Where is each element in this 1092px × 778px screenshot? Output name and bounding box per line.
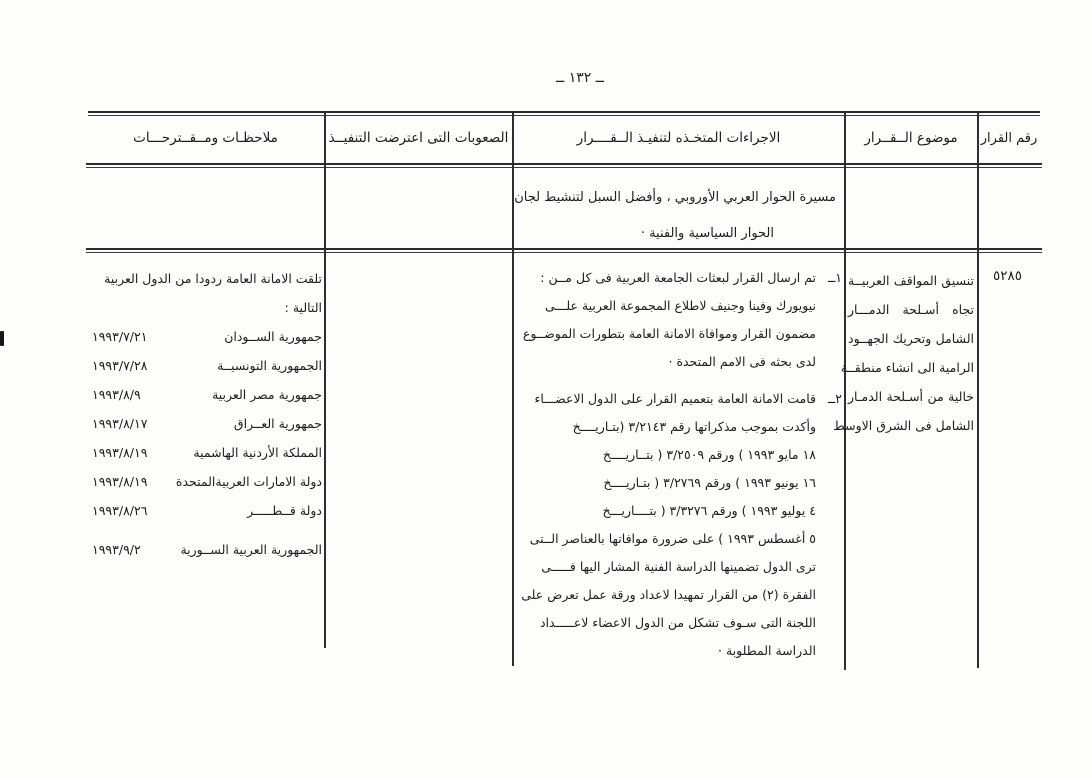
response-country: دولة الامارات العربيةالمتحدة [175,474,322,489]
response-date: ١٩٩٣/٩/٢ [92,542,141,557]
response-date: ١٩٩٣/٨/١٩ [92,445,148,460]
action-line: لدى بحثه فى الامم المتحدة · [668,354,816,369]
action-line: ٥ أغسطس ١٩٩٣ ) على ضرورة موافاتها بالعناصر الــتى [529,531,816,546]
response-row [92,322,322,351]
response-country: جمهورية الســودان [224,329,322,344]
action-item-1 [518,264,842,376]
action-line: تم ارسال القرار لبعثات الجامعة العربية فى كل مــن : [540,270,816,285]
column-divider-notes [324,113,326,648]
response-country: جمهورية العــراق [233,416,322,431]
action-line: الفقرة (٢) من القرار تمهيدا لاعداد ورقة عمل تعرض على [521,587,816,602]
response-country: الجمهورية العربية الســورية [180,542,322,557]
column-header-notes: ملاحظـات ومــقــترحـــات [133,130,278,146]
column-header-subject: موضوع الــقــرار [864,130,958,146]
response-country: دولة قــطـــــر [247,503,322,518]
response-row [92,496,322,525]
response-date: ١٩٩٣/٨/١٧ [92,416,148,431]
response-date: ١٩٩٣/٧/٢١ [92,329,148,344]
actions-cell [518,264,842,665]
response-country: المملكة الأردنية الهاشمية [193,445,322,460]
action-line: مضمون القرار وموافاة الامانة العامة بتطورات الموضــوع [522,326,816,341]
column-divider-subject [844,113,846,670]
response-date: ١٩٩٣/٧/٢٨ [92,358,148,373]
response-row [92,467,322,496]
response-row [92,438,322,467]
decision-number: ٥٢٨٥ [992,268,1022,284]
action-line: وأكدت بموجب مذكراتها رقم ٣/٢١٤٣ (بتـاريــــخ [572,419,816,434]
subject-line: تجاه أسـلحة الدمـــار [848,302,974,317]
column-header-difficulties: الصعوبات التى اعترضت التنفيــذ [328,130,509,146]
subject-line: تنسيق المواقف العربيــة [848,273,974,288]
response-date: ١٩٩٣/٨/١٩ [92,474,148,489]
notes-intro-line: التالية : [284,300,322,315]
action-line: نيويورك وفينا وجنيف لاطلاع المجموعة العربية علـــى [544,298,816,313]
carryover-line: الحوار السياسية والفنية · [640,226,774,241]
response-country: الجمهورية التونسيــة [217,358,322,373]
page-number: ــ ١٣٢ ــ [556,70,604,86]
column-header-actions: الاجراءات المتخـذه لتنفيـذ الــقــــرار [576,130,781,146]
action-item-2 [518,385,842,665]
action-line: ترى الدول تضمينها الدراسة الفنية المشار اليها فـــــى [541,559,816,574]
subject-line: الشامل وتحريك الجهــود [848,331,974,346]
response-row [92,351,322,380]
subject-line: الرامية الى انشاء منطقــة [840,360,974,375]
response-country: جمهورية مصر العربية [212,387,322,402]
response-date: ١٩٩٣/٨/٢٦ [92,503,148,518]
response-date: ١٩٩٣/٨/٩ [92,387,141,402]
list-item-number: ١ــ [827,270,842,285]
notes-intro-line: تلقت الامانة العامة ردودا من الدول العربية [104,271,322,286]
action-line: ١٦ يونيو ١٩٩٣ ) ورقم ٣/٢٧٦٩ ( بتـاريــــخ [603,475,816,490]
action-line: اللجنة التى سـوف تشكل من الدول الاعضاء لاعـــــداد [539,615,816,630]
response-row [92,409,322,438]
action-line: الدراسة المطلوبة · [718,643,816,658]
scan-artifact [0,331,4,346]
subject-line: خالية من أسـلحة الدمـار [848,389,974,404]
carryover-line: مسيرة الحوار العربي الأوروبي ، وأفضل السبل لتنشيط لجان [514,190,836,205]
action-line: ١٨ مايو ١٩٩٣ ) ورقم ٣/٢٥٠٩ ( بتــاريــــخ [602,447,816,462]
action-line: قامت الامانة العامة بتعميم القرار على الدول الاعضـــاء [534,391,816,406]
subject-line: الشامل فى الشرق الاوسط [833,418,974,433]
column-header-decision-number: رقم القرار [980,130,1038,146]
notes-cell [92,264,322,564]
list-item-number: ٢ــ [827,391,842,406]
response-row [92,535,322,564]
column-divider-decision-number [977,113,979,668]
action-line: ٤ يوليو ١٩٩٣ ) ورقم ٣/٣٢٧٦ ( بتــــاريـــخ [602,503,816,518]
carryover-actions-cell [514,180,836,252]
response-row [92,380,322,409]
